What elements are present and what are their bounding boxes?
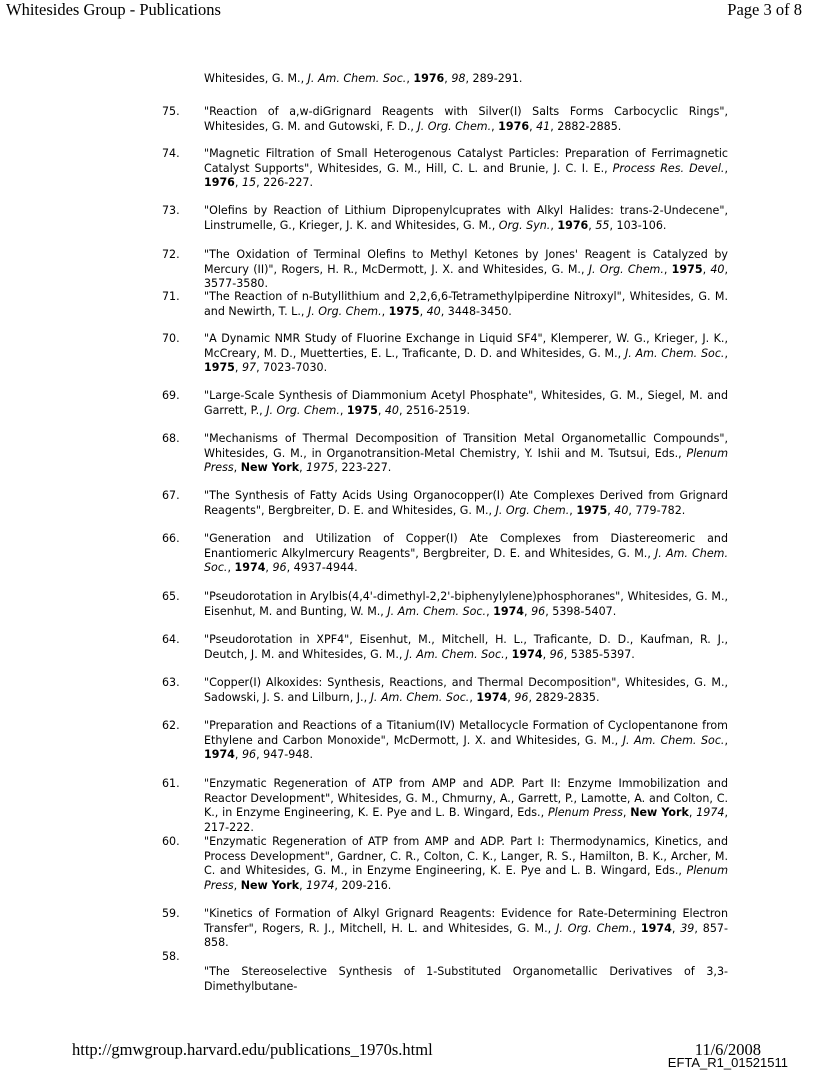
citation-italic-run: 97 bbox=[241, 361, 257, 374]
citation-text-run: , bbox=[504, 647, 512, 661]
citation-text-run: , bbox=[377, 403, 385, 417]
page-header-title: Whitesides Group - Publications bbox=[6, 0, 221, 19]
citation-text-run: , 5385-5397. bbox=[563, 647, 635, 661]
citation-text-run: , 2882-2885. bbox=[550, 119, 622, 133]
entry-number: 73. bbox=[162, 204, 180, 217]
citation-text-run: "The Oxidation of Terminal Olefins to Methyl Ketones by Jones' Reagent is Catalyzed by Mercury (II)", Rogers, H. R., McDermott, J. X. and Whitesides, G. M., bbox=[204, 248, 728, 276]
citation-text-run: "Olefins by Reaction of Lithium Dipropenylcuprates with Alkyl Halides: trans-2-Undecene", Linstrumelle, G., Krieger, J. K. and Whitesides, G. M., bbox=[204, 204, 728, 232]
entry-citation bbox=[204, 290, 728, 319]
citation-text-run: , bbox=[234, 176, 242, 189]
entry-citation bbox=[204, 532, 728, 576]
citation-text-run: , 3448-3450. bbox=[440, 304, 512, 318]
entry-number: 63. bbox=[162, 676, 180, 689]
citation-text-run: , 947-948. bbox=[256, 748, 314, 761]
citation-text-run: "Magnetic Filtration of Small Heterogenous Catalyst Particles: Preparation of Ferrimagnetic Catalyst Supports", Whitesides, G. M., Hill, C. L. and Brunie, J. C. I. E., bbox=[204, 147, 728, 175]
citation-italic-run: Plenum Press bbox=[204, 864, 728, 892]
citation-text-run: , bbox=[234, 361, 242, 374]
citation-text-run: , 779-782. bbox=[628, 503, 686, 517]
citation-italic-run: 39 bbox=[680, 921, 695, 935]
citation-text-run: , bbox=[507, 690, 515, 704]
entry-number: 62. bbox=[162, 719, 180, 732]
citation-bold-run: 1975 bbox=[346, 403, 378, 417]
citation-bold-run: 1976 bbox=[498, 119, 530, 133]
entry-number: 68. bbox=[162, 432, 180, 445]
citation-text-run: , bbox=[381, 304, 389, 318]
entry-citation bbox=[204, 389, 728, 418]
citation-text-run: , bbox=[671, 921, 681, 935]
citation-italic-run: 1974 bbox=[306, 878, 335, 892]
citation-bold-run: 1976 bbox=[413, 72, 445, 85]
citation-text-run: "Copper(I) Alkoxides: Synthesis, Reactions, and Thermal Decomposition", Whitesides, G. M., Sadowski, J. S. and Lilburn, J., bbox=[204, 676, 728, 704]
citation-text-run: , bbox=[469, 690, 477, 704]
citation-bold-run: 1975 bbox=[204, 361, 235, 374]
entry-citation bbox=[204, 835, 728, 893]
citation-text-run: , bbox=[550, 218, 558, 232]
citation-text-run: , 217-222. bbox=[204, 806, 728, 834]
citation-italic-run: Plenum Press bbox=[204, 446, 728, 474]
entry-citation bbox=[204, 147, 728, 191]
citation-bold-run: 1974 bbox=[234, 561, 266, 574]
citation-text-run: "Reaction of a,w-diGrignard Reagents with Silver(I) Salts Forms Carbocyclic Rings", Whitesides, G. M. and Gutowski, F. D., bbox=[204, 105, 728, 133]
citation-text-run: , bbox=[702, 262, 711, 276]
citation-text-run: , bbox=[607, 503, 615, 517]
citation-italic-run: 15 bbox=[241, 176, 257, 189]
entry-number: 66. bbox=[162, 532, 180, 545]
citation-bold-run: 1975 bbox=[671, 262, 703, 276]
citation-italic-run: J. Org. Chem. bbox=[588, 262, 664, 276]
entry-number: 69. bbox=[162, 389, 180, 402]
citation-italic-run: 40 bbox=[614, 503, 629, 517]
citation-text-run: , 226-227. bbox=[256, 176, 314, 189]
citation-bold-run: 1974 bbox=[476, 690, 508, 704]
citation-bold-run: New York bbox=[240, 461, 300, 474]
citation-bold-run: 1974 bbox=[511, 647, 543, 661]
citation-italic-run: 1975 bbox=[306, 461, 335, 474]
citation-text-run: , bbox=[234, 748, 242, 761]
citation-text-run: "Enzymatic Regeneration of ATP from AMP and ADP. Part II: Enzyme Immobilization and Reactor Development", Whitesides, G. M., Chmurny, A., Garrett, P., Lamotte, A. and Colton, C. K., in Enzyme Engineering, K. E. Pye and L. B. Wingard, Eds., bbox=[204, 777, 728, 819]
citation-text-run: "A Dynamic NMR Study of Fluorine Exchange in Liquid SF4", Klemperer, W. G., Krieger, J. K., McCreary, M. D., Muetterties, E. L., Traficante, D. D. and Whitesides, G. M., bbox=[204, 332, 728, 360]
entry-citation bbox=[204, 719, 728, 763]
citation-italic-run: 55 bbox=[595, 218, 610, 232]
citation-text-run: , 5398-5407. bbox=[545, 604, 617, 618]
citation-text-run: , bbox=[444, 72, 452, 85]
citation-italic-run: J. Am. Chem. Soc. bbox=[405, 647, 505, 661]
citation-text-run: , bbox=[622, 806, 631, 819]
citation-italic-run: 40 bbox=[710, 262, 725, 276]
entry-number: 72. bbox=[162, 248, 180, 261]
citation-text-run: , bbox=[569, 503, 577, 517]
citation-text-run: , bbox=[724, 733, 728, 747]
citation-italic-run: J. Am. Chem. Soc. bbox=[624, 346, 725, 360]
citation-text-run: , 3577-3580. bbox=[204, 262, 729, 290]
citation-text-run: "The Synthesis of Fatty Acids Using Organocopper(I) Ate Complexes Derived from Grignard Reagents", Bergbreiter, D. E. and Whitesides, G. M., bbox=[204, 489, 728, 517]
citation-italic-run: 96 bbox=[549, 647, 564, 661]
citation-text-run: , bbox=[524, 604, 532, 618]
citation-text-run: "Preparation and Reactions of a Titanium(IV) Metallocycle Formation of Cyclopentanone from Ethylene and Carbon Monoxide", McDermott, J. X. and Whitesides, G. M., bbox=[204, 719, 728, 747]
citation-italic-run: J. Org. Chem. bbox=[417, 119, 492, 133]
citation-italic-run: 98 bbox=[451, 72, 466, 85]
citation-italic-run: 40 bbox=[384, 403, 399, 417]
entry-citation bbox=[204, 676, 728, 705]
citation-text-run: , bbox=[724, 346, 728, 360]
citation-italic-run: 1974 bbox=[696, 806, 725, 819]
citation-bold-run: 1974 bbox=[204, 748, 235, 761]
citation-text-run: , bbox=[265, 561, 273, 574]
footer-url: http://gmwgroup.harvard.edu/publications_1970s.html bbox=[72, 1040, 433, 1059]
citation-bold-run: 1975 bbox=[388, 304, 420, 318]
footer-document-id: EFTA_R1_01521511 bbox=[667, 1055, 788, 1070]
citation-italic-run: 40 bbox=[426, 304, 441, 318]
entry-citation bbox=[204, 489, 728, 518]
citation-text-run: , bbox=[663, 262, 672, 276]
citation-bold-run: 1976 bbox=[204, 176, 235, 189]
entry-number: 65. bbox=[162, 590, 180, 603]
citation-text-run: , bbox=[486, 604, 494, 618]
entry-citation bbox=[204, 204, 728, 233]
citation-text-run: "Mechanisms of Thermal Decomposition of Transition Metal Organometallic Compounds", Whitesides, G. M., in Organotransition-Metal Chemistry, Y. Ishii and M. Tsutsui, Eds., bbox=[204, 432, 728, 460]
citation-text-run: , bbox=[491, 119, 499, 133]
citation-italic-run: Plenum Press bbox=[547, 806, 623, 819]
citation-text-run: "Pseudorotation in XPF4", Eisenhut, M., Mitchell, H. L., Traficante, D. D., Kaufman, R. J., Deutch, J. M. and Whitesides, G. M., bbox=[204, 633, 728, 661]
citation-italic-run: J. Am. Chem. Soc. bbox=[387, 604, 487, 618]
entry-number: 70. bbox=[162, 332, 180, 345]
citation-text-run: , bbox=[299, 878, 307, 892]
citation-text-run: , bbox=[632, 921, 641, 935]
citation-text-run: , 4937-4944. bbox=[286, 561, 358, 574]
entry-citation bbox=[204, 72, 728, 87]
citation-text-run: , bbox=[233, 461, 241, 474]
citation-text-run: , bbox=[406, 72, 414, 85]
citation-text-run: , bbox=[419, 304, 427, 318]
citation-text-run: "Enzymatic Regeneration of ATP from AMP and ADP. Part I: Thermodynamics, Kinetics, and Process Development", Gardner, C. R., Colton, C. K., Langer, R. S., Hamilton, B. K., Archer, M. C. and Whitesides, G. M., in Enzyme Engineering, K. E. Pye and L. B. Wingard, Eds., bbox=[204, 835, 728, 877]
citation-italic-run: J. Am. Chem. Soc. bbox=[370, 690, 470, 704]
citation-italic-run: J. Am. Chem. Soc. bbox=[622, 733, 725, 747]
citation-text-run: , 7023-7030. bbox=[256, 361, 328, 374]
citation-text-run: , 2829-2835. bbox=[528, 690, 600, 704]
citation-italic-run: 41 bbox=[536, 119, 551, 133]
citation-text-run: , bbox=[339, 403, 347, 417]
citation-italic-run: J. Am. Chem. Soc. bbox=[204, 546, 728, 574]
citation-italic-run: Process Res. Devel. bbox=[612, 161, 725, 175]
citation-italic-run: J. Org. Chem. bbox=[495, 503, 570, 517]
citation-text-run: , bbox=[227, 561, 235, 574]
citation-text-run: "The Stereoselective Synthesis of 1-Substituted Organometallic Derivatives of 3,3-Dimethylbutane- bbox=[204, 965, 728, 993]
citation-bold-run: 1974 bbox=[640, 921, 672, 935]
citation-text-run: , 289-291. bbox=[465, 72, 523, 85]
entry-number: 64. bbox=[162, 633, 180, 646]
citation-italic-run: 96 bbox=[241, 748, 257, 761]
citation-text-run: "Large-Scale Synthesis of Diammonium Acetyl Phosphate", Whitesides, G. M., Siegel, M. and Garrett, P., bbox=[204, 389, 728, 417]
citation-text-run: , bbox=[299, 461, 307, 474]
entry-citation bbox=[204, 105, 728, 134]
citation-text-run: Whitesides, G. M., bbox=[204, 72, 308, 85]
citation-text-run: , bbox=[724, 161, 728, 175]
citation-text-run: , 2516-2519. bbox=[399, 403, 471, 417]
entry-citation bbox=[204, 332, 728, 376]
entry-number: 59. bbox=[162, 907, 180, 920]
citation-text-run: , 103-106. bbox=[609, 218, 667, 232]
citation-bold-run: 1974 bbox=[493, 604, 525, 618]
citation-italic-run: J. Org. Chem. bbox=[266, 403, 340, 417]
footer-date: 11/6/2008 bbox=[694, 1040, 761, 1059]
citation-text-run: , bbox=[542, 647, 550, 661]
entry-number: 58. bbox=[162, 950, 180, 963]
entry-number: 61. bbox=[162, 777, 180, 790]
entry-number: 75. bbox=[162, 105, 180, 118]
entry-citation bbox=[204, 633, 728, 662]
citation-bold-run: New York bbox=[630, 806, 689, 819]
citation-italic-run: 96 bbox=[514, 690, 529, 704]
citation-text-run: , 223-227. bbox=[334, 461, 392, 474]
page-header-page-number: Page 3 of 8 bbox=[727, 0, 802, 19]
citation-text-run: "The Reaction of n-Butyllithium and 2,2,6,6-Tetramethylpiperdine Nitroxyl", Whitesides, G. M. and Newirth, T. L., bbox=[204, 290, 728, 318]
entry-citation bbox=[204, 432, 728, 476]
citation-text-run: "Generation and Utilization of Copper(I) Ate Complexes from Diastereomeric and Enantiomeric Alkylmercury Reagents", Bergbreiter, D. E. and Whitesides, G. M., bbox=[204, 532, 728, 560]
citation-bold-run: 1975 bbox=[576, 503, 608, 517]
citation-bold-run: 1976 bbox=[557, 218, 589, 232]
citation-text-run: "Pseudorotation in Arylbis(4,4'-dimethyl-2,2'-biphenylylene)phosphoranes", Whitesides, G. M., Eisenhut, M. and Bunting, W. M., bbox=[204, 590, 728, 618]
citation-italic-run: Org. Syn. bbox=[498, 218, 551, 232]
citation-text-run: , bbox=[233, 878, 241, 892]
entry-number: 74. bbox=[162, 147, 180, 160]
citation-text-run: , 857-858. bbox=[204, 921, 728, 949]
entry-number: 71. bbox=[162, 290, 180, 303]
entry-number: 60. bbox=[162, 835, 180, 848]
citation-italic-run: J. Am. Chem. Soc. bbox=[307, 72, 407, 85]
citation-italic-run: 96 bbox=[531, 604, 546, 618]
citation-text-run: , 209-216. bbox=[334, 878, 392, 892]
citation-text-run: , bbox=[588, 218, 596, 232]
citation-text-run: , bbox=[529, 119, 537, 133]
entry-citation bbox=[204, 777, 728, 835]
entry-number: 67. bbox=[162, 489, 180, 502]
citation-text-run: , bbox=[688, 806, 697, 819]
citation-text-run: "Kinetics of Formation of Alkyl Grignard Reagents: Evidence for Rate-Determining Electron Transfer", Rogers, R. J., Mitchell, H. L. and Whitesides, G. M., bbox=[204, 907, 728, 935]
citation-italic-run: J. Org. Chem. bbox=[556, 921, 633, 935]
entry-citation bbox=[204, 965, 728, 994]
entry-citation bbox=[204, 907, 728, 951]
entry-citation bbox=[204, 248, 728, 292]
citation-italic-run: 96 bbox=[272, 561, 287, 574]
citation-bold-run: New York bbox=[240, 878, 300, 892]
citation-italic-run: J. Org. Chem. bbox=[307, 304, 382, 318]
entry-citation bbox=[204, 590, 728, 619]
